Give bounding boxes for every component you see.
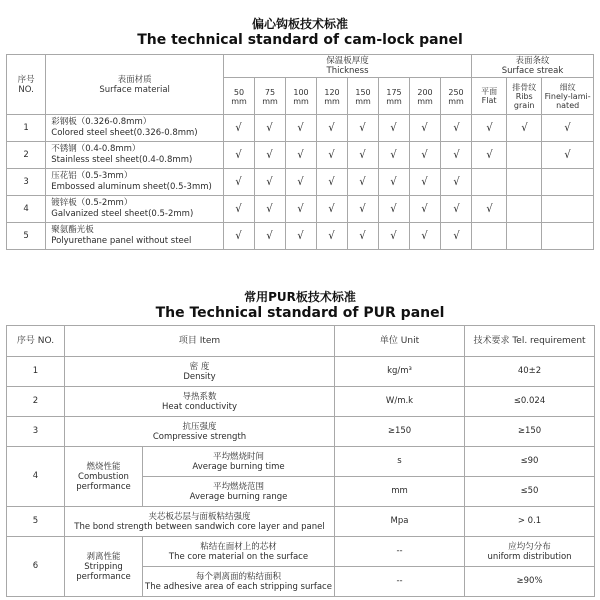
check-icon: √ [328, 175, 336, 188]
thickness-check-cell [441, 115, 472, 142]
check-icon: √ [421, 229, 429, 242]
streak-check-cell [542, 115, 594, 142]
group-en: Stripping performance [76, 561, 131, 582]
check-icon: √ [452, 121, 460, 134]
thickness-check-cell [317, 196, 348, 223]
streak-check-cell [472, 115, 507, 142]
check-icon: √ [297, 148, 305, 161]
material-en: Galvanized steel sheet(0.5-2mm) [51, 209, 194, 219]
thickness-check-cell [348, 223, 379, 250]
material-en: Polyurethane panel without steel [51, 236, 192, 246]
material-zh: 镀锌板（0.5-2mm） [51, 198, 133, 208]
table-row [7, 417, 595, 447]
check-icon: √ [328, 121, 336, 134]
streak-zh: 平面 [481, 87, 498, 96]
pur-title-zh: 常用PUR板技术标准 [244, 290, 356, 304]
table-row [7, 223, 594, 250]
subitem-en: The core material on the surface [168, 551, 309, 562]
thickness-250 [441, 78, 472, 115]
row-requirement [465, 537, 595, 567]
thickness-check-cell [441, 223, 472, 250]
row-no: 6 [7, 537, 65, 597]
requirement-zh: 应均匀分布 [508, 541, 551, 552]
thickness-unit: mm [386, 97, 402, 106]
row-no: 4 [7, 196, 46, 223]
thickness-check-cell [286, 196, 317, 223]
thickness-check-cell [286, 115, 317, 142]
subitem-en: Average burning time [192, 461, 285, 472]
thickness-50 [224, 78, 255, 115]
subitem-en: The adhesive area of each stripping surface [145, 581, 332, 592]
row-material [46, 169, 224, 196]
row-requirement: 40±2 [465, 357, 595, 387]
material-zh: 聚氨酯光板 [51, 225, 94, 235]
row-group [65, 537, 143, 597]
thickness-check-cell [348, 115, 379, 142]
thickness-check-cell [410, 142, 441, 169]
subitem-zh: 平均燃烧时间 [213, 451, 265, 462]
row-item [65, 357, 335, 387]
header-material-en: Surface material [99, 84, 170, 95]
check-icon: √ [235, 121, 243, 134]
row-unit: Mpa [335, 507, 465, 537]
header-no-en: NO. [18, 84, 34, 95]
subitem-en: Average burning range [189, 491, 288, 502]
row-unit: kg/m³ [335, 357, 465, 387]
thickness-check-cell [410, 223, 441, 250]
thickness-value: 120 [324, 88, 340, 97]
thickness-check-cell [224, 223, 255, 250]
row-subitem [143, 537, 335, 567]
thickness-unit: mm [293, 97, 309, 106]
thickness-check-cell [441, 142, 472, 169]
thickness-check-cell [379, 223, 410, 250]
row-no: 2 [7, 142, 46, 169]
table-row [7, 142, 594, 169]
check-icon: √ [421, 121, 429, 134]
thickness-check-cell [441, 196, 472, 223]
streak-zh: 排骨纹 [512, 82, 537, 92]
group-zh: 燃烧性能 [86, 461, 121, 472]
table-row [7, 447, 595, 477]
item-en: The bond strength between sandwich core layer and panel [74, 521, 325, 532]
row-subitem [143, 567, 335, 597]
row-requirement: ≥150 [465, 417, 595, 447]
thickness-value: 75 [264, 88, 276, 97]
check-icon: √ [452, 202, 460, 215]
row-unit: ≥150 [335, 417, 465, 447]
thickness-check-cell [379, 169, 410, 196]
pur-standard-table [6, 325, 595, 597]
streak-check-cell [507, 115, 542, 142]
check-icon: √ [564, 121, 571, 134]
check-icon: √ [564, 148, 571, 161]
thickness-check-cell [286, 169, 317, 196]
subitem-zh: 平均燃烧范围 [213, 481, 265, 492]
check-icon: √ [297, 202, 305, 215]
header-material [46, 55, 224, 115]
check-icon: √ [485, 121, 493, 134]
thickness-check-cell [348, 196, 379, 223]
thickness-unit: mm [262, 97, 278, 106]
check-icon: √ [452, 175, 460, 188]
thickness-check-cell [317, 169, 348, 196]
thickness-check-cell [379, 142, 410, 169]
row-no: 2 [7, 387, 65, 417]
thickness-check-cell [410, 115, 441, 142]
streak-check-cell [507, 196, 542, 223]
row-requirement: > 0.1 [465, 507, 595, 537]
material-en: Embossed aluminum sheet(0.5-3mm) [51, 182, 212, 192]
thickness-check-cell [348, 142, 379, 169]
thickness-check-cell [379, 115, 410, 142]
item-zh: 导热系数 [182, 391, 217, 402]
cam-lock-title-en: The technical standard of cam-lock panel [137, 32, 463, 48]
thickness-check-cell [286, 142, 317, 169]
material-zh: 压花铝（0.5-3mm） [51, 171, 133, 181]
streak-en: Flat [481, 96, 497, 105]
thickness-check-cell [224, 169, 255, 196]
thickness-unit: mm [448, 97, 464, 106]
header-material-zh: 表面材质 [117, 74, 152, 85]
check-icon: √ [359, 229, 367, 242]
thickness-value: 50 [233, 88, 245, 97]
thickness-75 [255, 78, 286, 115]
thickness-175 [379, 78, 410, 115]
check-icon: √ [390, 202, 398, 215]
thickness-value: 150 [355, 88, 371, 97]
table-row [7, 357, 595, 387]
item-en: Density [183, 371, 216, 382]
row-requirement: ≤50 [465, 477, 595, 507]
row-no: 4 [7, 447, 65, 507]
material-en: Colored steel sheet(0.326-0.8mm) [51, 128, 198, 138]
header-streak-zh: 表面条纹 [515, 56, 550, 66]
check-icon: √ [297, 229, 305, 242]
pur-title [0, 290, 600, 322]
check-icon: √ [266, 202, 274, 215]
streak-check-cell [507, 223, 542, 250]
thickness-value: 250 [448, 88, 464, 97]
row-requirement: ≤0.024 [465, 387, 595, 417]
row-no: 5 [7, 507, 65, 537]
thickness-check-cell [255, 169, 286, 196]
check-icon: √ [235, 148, 243, 161]
item-zh: 密 度 [189, 361, 210, 372]
streak-check-cell [472, 142, 507, 169]
check-icon: √ [421, 175, 429, 188]
row-subitem [143, 447, 335, 477]
item-en: Compressive strength [152, 431, 247, 442]
row-no: 3 [7, 169, 46, 196]
check-icon: √ [390, 148, 398, 161]
row-material [46, 142, 224, 169]
check-icon: √ [235, 175, 243, 188]
check-icon: √ [485, 148, 493, 161]
row-no: 1 [7, 357, 65, 387]
thickness-check-cell [317, 142, 348, 169]
check-icon: √ [359, 121, 367, 134]
row-item [65, 507, 335, 537]
pur-title-en: The Technical standard of PUR panel [155, 305, 445, 321]
table-row [7, 537, 595, 567]
requirement-en: uniform distribution [487, 551, 572, 562]
thickness-check-cell [410, 196, 441, 223]
thickness-check-cell [255, 142, 286, 169]
header-thickness [224, 55, 472, 78]
thickness-value: 200 [417, 88, 433, 97]
header-thickness-en: Thickness [326, 66, 369, 76]
row-unit: -- [335, 537, 465, 567]
row-material [46, 223, 224, 250]
row-unit: mm [335, 477, 465, 507]
check-icon: √ [235, 202, 243, 215]
check-icon: √ [452, 148, 460, 161]
check-icon: √ [266, 148, 274, 161]
thickness-value: 175 [386, 88, 402, 97]
row-unit: s [335, 447, 465, 477]
item-zh: 夹芯板芯层与面板粘结强度 [148, 511, 251, 522]
streak-ribs [507, 78, 542, 115]
streak-check-cell [542, 169, 594, 196]
row-material [46, 196, 224, 223]
streak-check-cell [472, 196, 507, 223]
check-icon: √ [452, 229, 460, 242]
streak-check-cell [542, 223, 594, 250]
header-no-zh: 序号 [17, 74, 35, 85]
streak-flat [472, 78, 507, 115]
material-zh: 不锈钢（0.4-0.8mm） [51, 144, 141, 154]
streak-en: Finely-lami-nated [544, 91, 591, 110]
check-icon: √ [390, 175, 398, 188]
check-icon: √ [328, 202, 336, 215]
thickness-check-cell [317, 115, 348, 142]
thickness-check-cell [255, 196, 286, 223]
row-no: 1 [7, 115, 46, 142]
check-icon: √ [328, 229, 336, 242]
subitem-zh: 粘结在面材上的芯材 [200, 541, 277, 552]
cam-lock-standard-table [6, 54, 594, 250]
pur-header-unit: 单位 Unit [335, 326, 465, 357]
pur-header-requirement: 技术要求 Tel. requirement [465, 326, 595, 357]
check-icon: √ [266, 121, 274, 134]
row-item [65, 417, 335, 447]
check-icon: √ [235, 229, 243, 242]
thickness-check-cell [255, 115, 286, 142]
item-zh: 抗压强度 [182, 421, 217, 432]
check-icon: √ [359, 175, 367, 188]
thickness-unit: mm [355, 97, 371, 106]
row-unit: W/m.k [335, 387, 465, 417]
check-icon: √ [485, 202, 493, 215]
thickness-check-cell [317, 223, 348, 250]
check-icon: √ [328, 148, 336, 161]
check-icon: √ [421, 148, 429, 161]
row-item [65, 387, 335, 417]
check-icon: √ [421, 202, 429, 215]
thickness-value: 100 [293, 88, 309, 97]
pur-header-item: 项目 Item [65, 326, 335, 357]
row-subitem [143, 477, 335, 507]
header-thickness-zh: 保温板厚度 [326, 56, 369, 66]
header-streak [472, 55, 594, 78]
streak-check-cell [472, 223, 507, 250]
streak-check-cell [472, 169, 507, 196]
thickness-check-cell [441, 169, 472, 196]
thickness-check-cell [255, 223, 286, 250]
item-en: Heat conductivity [161, 401, 238, 412]
streak-check-cell [507, 169, 542, 196]
group-zh: 剥离性能 [86, 551, 121, 562]
streak-check-cell [507, 142, 542, 169]
thickness-unit: mm [231, 97, 247, 106]
table-row [7, 387, 595, 417]
table-row [7, 507, 595, 537]
thickness-check-cell [224, 142, 255, 169]
cam-lock-title-zh: 偏心钩板技术标准 [251, 17, 348, 31]
check-icon: √ [266, 175, 274, 188]
row-material [46, 115, 224, 142]
thickness-unit: mm [324, 97, 340, 106]
material-en: Stainless steel sheet(0.4-0.8mm) [51, 155, 193, 165]
streak-finely [542, 78, 594, 115]
header-streak-en: Surface streak [501, 66, 564, 76]
row-group [65, 447, 143, 507]
thickness-check-cell [286, 223, 317, 250]
streak-check-cell [542, 142, 594, 169]
row-no: 3 [7, 417, 65, 447]
header-no [7, 55, 46, 115]
thickness-check-cell [224, 115, 255, 142]
thickness-check-cell [410, 169, 441, 196]
check-icon: √ [521, 121, 528, 134]
row-unit: -- [335, 567, 465, 597]
check-icon: √ [266, 229, 274, 242]
thickness-check-cell [348, 169, 379, 196]
check-icon: √ [297, 175, 305, 188]
table-row [7, 169, 594, 196]
thickness-150 [348, 78, 379, 115]
subitem-zh: 每个剥离面的粘结面积 [196, 571, 282, 582]
row-no: 5 [7, 223, 46, 250]
check-icon: √ [390, 121, 398, 134]
thickness-200 [410, 78, 441, 115]
streak-check-cell [542, 196, 594, 223]
thickness-100 [286, 78, 317, 115]
thickness-unit: mm [417, 97, 433, 106]
streak-en: Ribs grain [513, 91, 535, 110]
pur-header-no: 序号 NO. [7, 326, 65, 357]
check-icon: √ [297, 121, 305, 134]
cam-lock-title [0, 17, 600, 49]
cam-lock-table-body [7, 115, 594, 250]
material-zh: 彩钢板（0.326-0.8mm） [51, 117, 152, 127]
row-requirement: ≥90% [465, 567, 595, 597]
thickness-check-cell [224, 196, 255, 223]
check-icon: √ [359, 202, 367, 215]
thickness-120 [317, 78, 348, 115]
row-requirement: ≤90 [465, 447, 595, 477]
check-icon: √ [390, 229, 398, 242]
group-en: Combustion performance [76, 471, 131, 492]
thickness-check-cell [379, 196, 410, 223]
streak-zh: 细纹 [559, 82, 576, 92]
table-row [7, 196, 594, 223]
check-icon: √ [359, 148, 367, 161]
table-row [7, 115, 594, 142]
